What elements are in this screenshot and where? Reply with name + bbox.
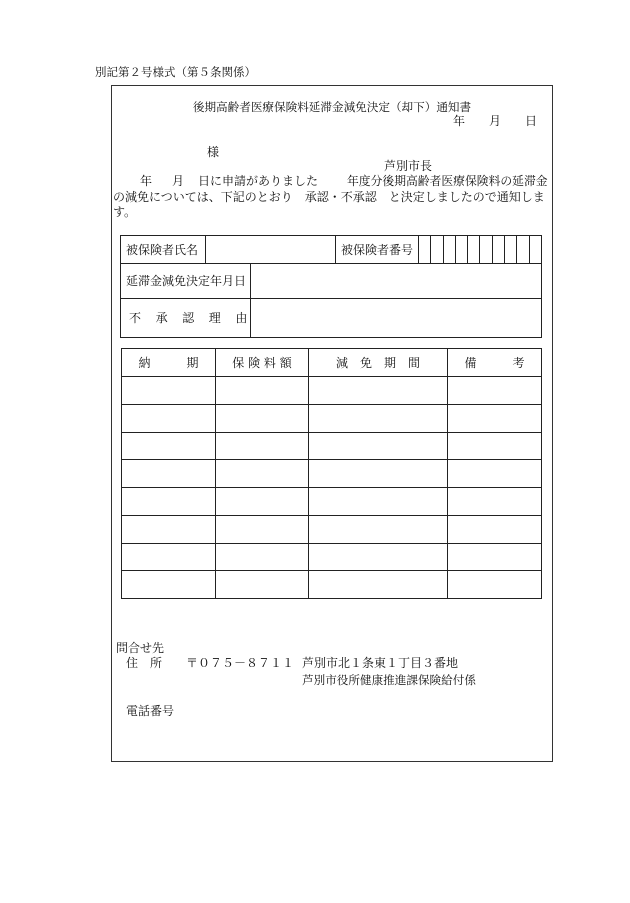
insured-number-digit-cell <box>492 236 504 264</box>
table-row <box>122 571 542 599</box>
postal-code: 〒０７５－８７１１ <box>186 656 295 670</box>
table-cell <box>309 404 448 432</box>
reject-reason-row <box>121 299 542 338</box>
table-row <box>122 377 542 405</box>
table-cell <box>309 460 448 488</box>
table-row <box>122 515 542 543</box>
table-cell <box>122 432 216 460</box>
table-cell <box>122 460 216 488</box>
table-cell <box>122 377 216 405</box>
body-applied-month: 月 <box>172 174 185 188</box>
table-cell <box>309 432 448 460</box>
table-cell <box>309 543 448 571</box>
table-cell <box>216 432 309 460</box>
insured-number-digit-cell <box>443 236 455 264</box>
table-cell <box>309 377 448 405</box>
phone-label: 電話番号 <box>126 704 175 718</box>
table-cell <box>309 488 448 516</box>
insured-info-table <box>120 235 542 338</box>
table-row <box>122 543 542 571</box>
header-reduction-period: 減 免 期 間 <box>309 349 448 377</box>
header-due-date: 納 期 <box>122 349 216 377</box>
table-cell <box>122 404 216 432</box>
insured-number-digit-cell <box>529 236 541 264</box>
table-cell <box>216 543 309 571</box>
insured-number-digit-cell <box>455 236 467 264</box>
table-row <box>122 460 542 488</box>
table-cell <box>216 404 309 432</box>
table-cell <box>216 515 309 543</box>
table-cell <box>216 571 309 599</box>
body-fiscal-year: 年度分後期高齢者医療保険料の延滞金 <box>347 174 548 188</box>
table-cell <box>448 571 542 599</box>
insured-number-digit-cell <box>505 236 517 264</box>
table-cell <box>122 488 216 516</box>
table-cell <box>122 543 216 571</box>
header-premium-amount: 保 険 料 額 <box>216 349 309 377</box>
body-line-2: の減免については、下記のとおり 承認・不承認 と決定しましたので通知しま <box>113 190 545 204</box>
insured-number-digit-cell <box>468 236 480 264</box>
table-cell <box>309 515 448 543</box>
contact-address: 芦別市北１条東１丁目３番地 <box>302 656 459 670</box>
document-title: 後期高齢者医療保険料延滞金減免決定（却下）通知書 <box>192 100 472 114</box>
table-row <box>122 488 542 516</box>
issue-date: 年 月 日 <box>453 114 538 128</box>
decision-date-row <box>121 264 542 299</box>
table-cell <box>309 571 448 599</box>
insured-number-digit-cell <box>480 236 492 264</box>
table-cell <box>216 377 309 405</box>
table-cell <box>448 515 542 543</box>
form-id: 別記第２号様式（第５条関係） <box>95 65 256 79</box>
contact-department: 芦別市役所健康推進課保険給付係 <box>302 673 476 687</box>
table-cell <box>122 515 216 543</box>
body-line-3: す。 <box>113 205 137 219</box>
insured-number-label: 被保険者番号 <box>336 236 419 264</box>
table-cell <box>448 488 542 516</box>
table-cell <box>448 432 542 460</box>
table-row <box>122 432 542 460</box>
payment-table-header <box>122 349 542 377</box>
insured-number-digit-cell <box>431 236 443 264</box>
reject-reason-value-cell <box>251 299 542 338</box>
table-cell <box>448 543 542 571</box>
table-cell <box>216 460 309 488</box>
body-applied-day: 日に申請がありました <box>198 174 319 188</box>
table-cell <box>122 571 216 599</box>
table-row <box>122 404 542 432</box>
insured-name-label: 被保険者氏名 <box>121 236 206 264</box>
decision-date-label: 延滞金減免決定年月日 <box>121 264 251 299</box>
table-cell <box>216 488 309 516</box>
issuer: 芦別市長 <box>384 159 433 173</box>
insured-number-digit-cell <box>419 236 431 264</box>
table-cell <box>448 377 542 405</box>
insured-name-value-cell <box>206 236 336 264</box>
address-label: 住 所 <box>126 656 163 670</box>
header-remarks: 備 考 <box>448 349 542 377</box>
table-cell <box>448 460 542 488</box>
table-cell <box>448 404 542 432</box>
decision-date-value-cell <box>251 264 542 299</box>
insured-number-digit-cell <box>517 236 529 264</box>
payment-table <box>121 348 542 599</box>
insured-row <box>121 236 542 264</box>
body-applied-year: 年 <box>140 174 153 188</box>
reject-reason-label: 不 承 認 理 由 <box>121 299 251 338</box>
addressee-suffix: 様 <box>207 145 220 159</box>
contact-heading: 問合せ先 <box>116 641 165 655</box>
